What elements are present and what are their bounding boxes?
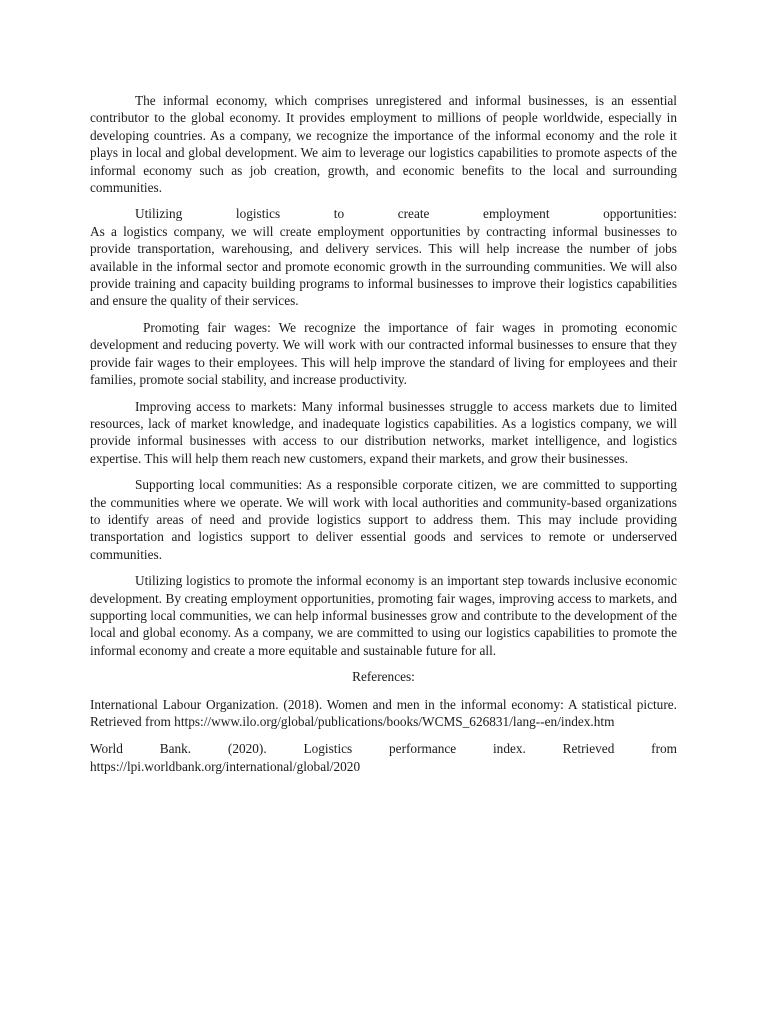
paragraph-employment-heading: Utilizing logistics to create employment opportunities:	[135, 206, 677, 222]
paragraph-employment-body: As a logistics company, we will create employment opportunities by contracting informal businesses to provide transportation, warehousing, and delivery services. This will help increase the number of jobs available in the informal sector and promote economic growth in the surrounding communities. We will also provide training and capacity building programs to informal businesses to improve their logistics capabilities and ensure the quality of their services.	[90, 223, 677, 309]
paragraph-intro: The informal economy, which comprises unregistered and informal businesses, is an essential contributor to the global economy. It provides employment to millions of people worldwide, especially in developing countries. As a company, we recognize the importance of the informal economy and the role it plays in local and global development. We aim to leverage our logistics capabilities to promote aspects of the informal economy such as job creation, growth, and economic benefits to the local and surrounding communities.	[90, 93, 677, 196]
paragraph-market-access: Improving access to markets: Many informal businesses struggle to access markets due to limited resources, lack of market knowledge, and inadequate logistics capabilities. As a logistics company, we will provide informal businesses with access to our distribution networks, market intelligence, and logistics expertise. This will help them reach new customers, expand their markets, and grow their businesses.	[90, 398, 677, 466]
document-body	[90, 92, 677, 785]
reference-item-world-bank: World Bank. (2020). Logistics performance index. Retrieved from https://lpi.worldbank.org/international/global/2020	[90, 741, 677, 774]
references-heading: References:	[352, 669, 415, 685]
paragraph-fair-wages: Promoting fair wages: We recognize the importance of fair wages in promoting economic development and reducing poverty. We will work with our contracted informal businesses to ensure that they provide fair wages to their employees. This will help improve the standard of living for employees and their families, promote social stability, and increase productivity.	[90, 319, 677, 388]
paragraph-local-communities: Supporting local communities: As a responsible corporate citizen, we are committed to supporting the communities where we operate. We will work with local authorities and community-based organizations to identify areas of need and provide logistics support to address them. This may include providing transportation and logistics support to deliver essential goods and services to remote or underserved communities.	[90, 477, 677, 562]
reference-item-ilo: International Labour Organization. (2018). Women and men in the informal economy: A statistical picture. Retrieved from https://www.ilo.org/global/publications/books/WCMS_626831/lang--en/index.htm	[90, 696, 677, 729]
paragraph-employment	[90, 205, 677, 222]
paragraph-conclusion: Utilizing logistics to promote the informal economy is an important step towards inclusive economic development. By creating employment opportunities, promoting fair wages, improving access to markets, and supporting local communities, we can help informal businesses grow and contribute to the development of the local and global economy. As a company, we are committed to using our logistics capabilities to promote the informal economy and create a more equitable and sustainable future for all.	[90, 573, 677, 658]
